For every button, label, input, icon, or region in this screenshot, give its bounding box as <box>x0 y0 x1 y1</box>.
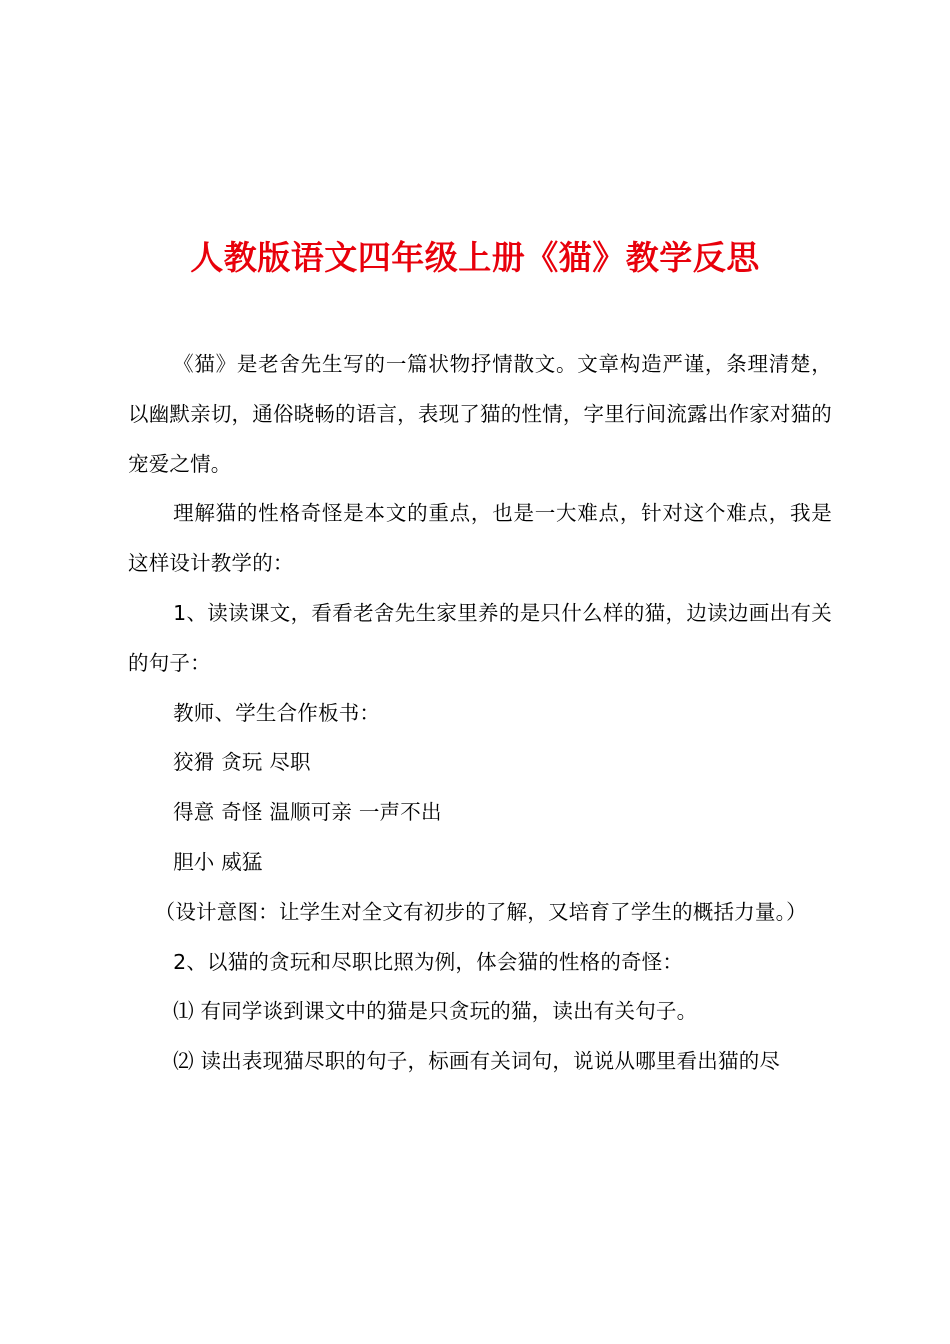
document-title: 人教版语文四年级上册《猫》教学反思 <box>190 238 760 278</box>
paragraph-board-line-3: 胆小 威猛 <box>173 849 263 874</box>
paragraph-board-line-1: 狡猾 贪玩 尽职 <box>173 750 311 775</box>
paragraph-intro: 《猫》是老舍先生写的一篇状物抒情散文。文章构造严谨，条理清楚，以幽默亲切，通俗晓畅的语言，表现了猫的性情，字里行间流露出作家对猫的宠爱之情。 <box>128 352 832 476</box>
paragraph-step-2-sub-2: ⑵ 读出表现猫尽职的句子，标画有关词句，说说从哪里看出猫的尽 <box>173 1049 781 1074</box>
paragraph-board-heading: 教师、学生合作板书： <box>173 700 381 725</box>
paragraph-step-2: 2、以猫的贪玩和尽职比照为例，体会猫的性格的奇怪： <box>173 949 684 974</box>
paragraph-key-point: 理解猫的性格奇怪是本文的重点，也是一大难点，针对这个难点，我是这样设计教学的： <box>128 501 832 576</box>
paragraph-step-1: 1、读读课文，看看老舍先生家里养的是只什么样的猫，边读边画出有关的句子： <box>128 600 832 675</box>
paragraph-step-2-sub-1: ⑴ 有同学谈到课文中的猫是只贪玩的猫，读出有关句子。 <box>173 999 698 1024</box>
document-body <box>128 340 832 1087</box>
paragraph-design-intent: （设计意图：让学生对全文有初步的了解，又培育了学生的概括力量。） <box>154 899 807 924</box>
paragraph-board-line-2: 得意 奇怪 温顺可亲 一声不出 <box>173 800 442 825</box>
